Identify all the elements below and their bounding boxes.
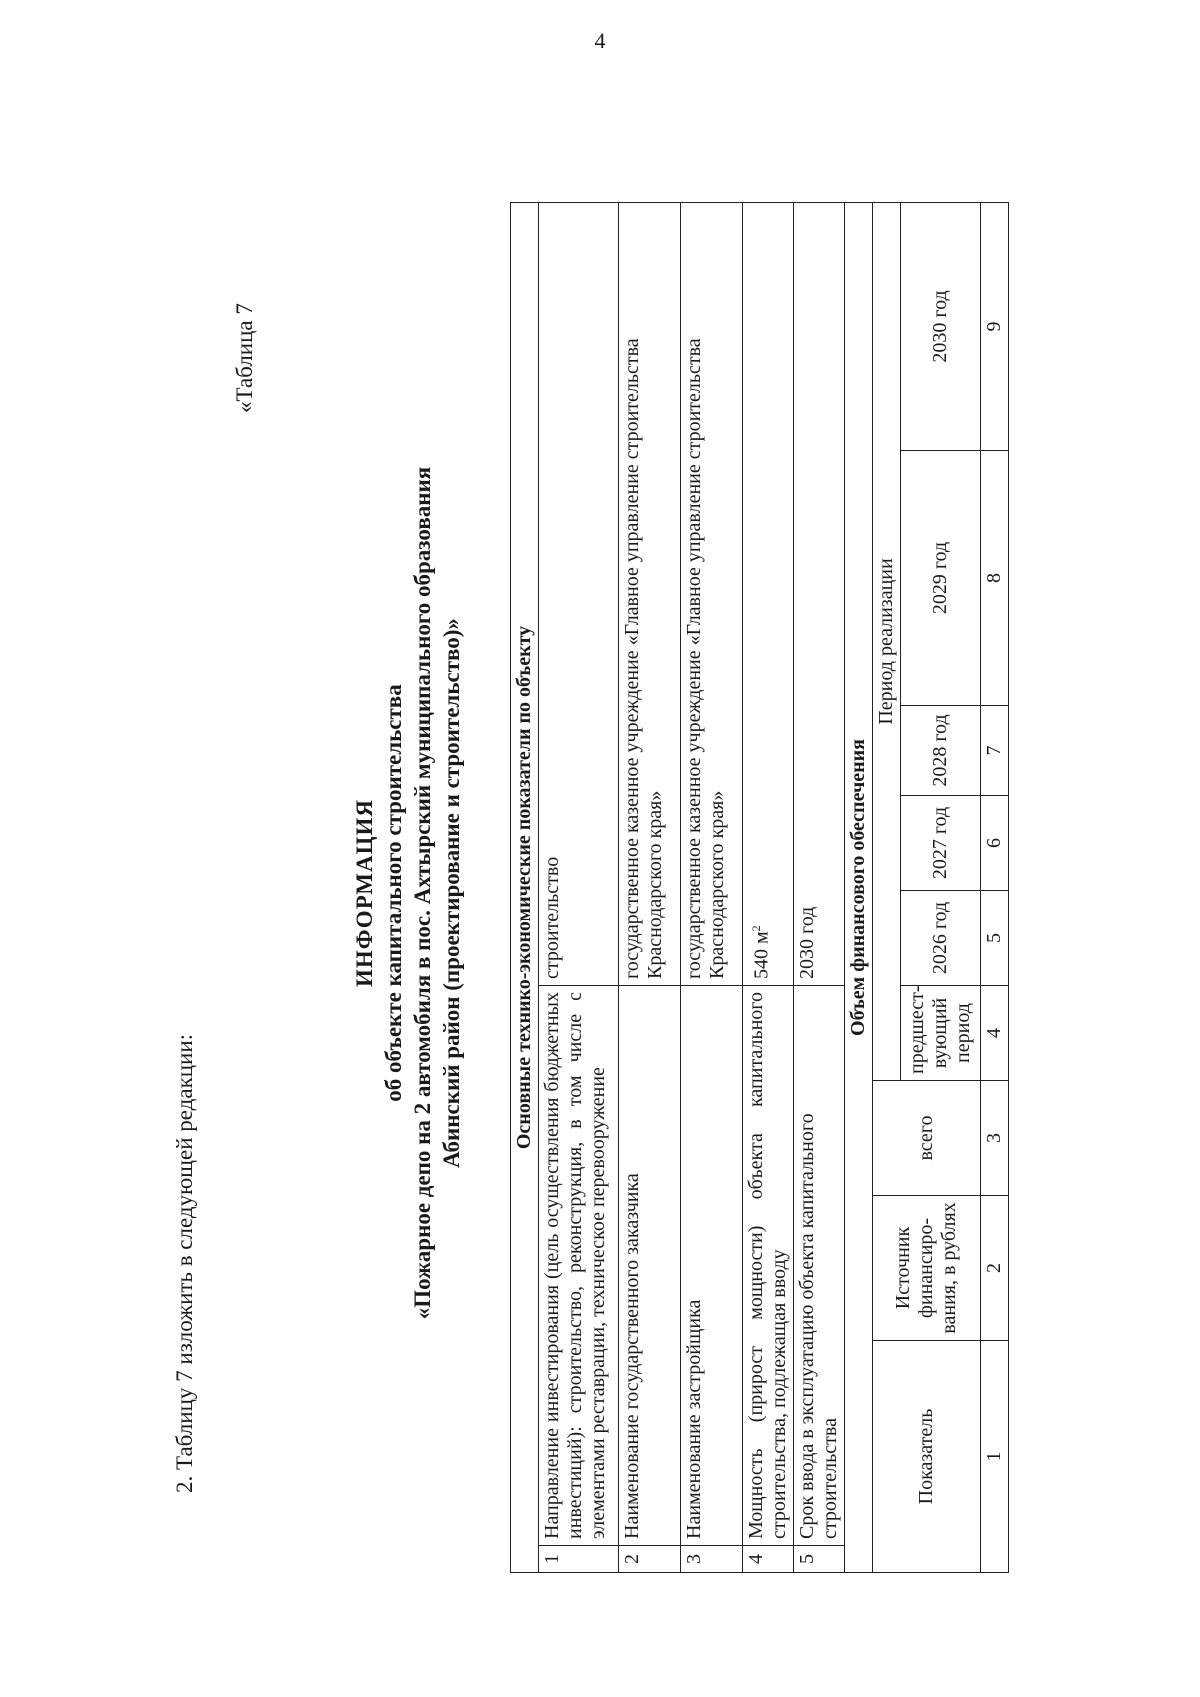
header-previous-period: предшест-вующий период xyxy=(901,986,981,1081)
table-row xyxy=(743,202,794,1572)
row-number: 2 xyxy=(619,1546,681,1573)
header-year-2029: 2029 год xyxy=(901,451,981,706)
table-row xyxy=(539,202,619,1572)
table-caption: «Таблица 7 xyxy=(232,303,257,413)
column-number: 8 xyxy=(981,451,1009,706)
table-row xyxy=(681,202,743,1572)
heading-title: ИНФОРМАЦИЯ xyxy=(352,798,377,988)
header-year-2028: 2028 год xyxy=(901,706,981,796)
row-label: Наименование государственного заказчика xyxy=(619,986,681,1546)
row-label: Срок ввода в эксплуатацию объекта капитального строительства xyxy=(794,986,845,1546)
row-value: 2030 год xyxy=(794,202,845,985)
column-number: 6 xyxy=(981,796,1009,891)
row-number: 5 xyxy=(794,1546,845,1573)
table-row xyxy=(794,202,845,1572)
header-year-2026: 2026 год xyxy=(901,891,981,986)
column-number: 9 xyxy=(981,202,1009,450)
rotated-document-body xyxy=(75,123,1115,1573)
table-row xyxy=(619,202,681,1572)
column-number: 4 xyxy=(981,986,1009,1081)
column-number: 2 xyxy=(981,1196,1009,1341)
column-number: 1 xyxy=(981,1341,1009,1573)
info-table xyxy=(510,202,1009,1573)
column-number: 7 xyxy=(981,706,1009,796)
row-value: государственное казенное учреждение «Главное управление строительства Краснодарского края» xyxy=(681,202,743,985)
row-label: Мощность (прирост мощности) объекта капитального строительства, подлежащая вводу xyxy=(743,986,794,1546)
row-value-text: 540 м xyxy=(750,931,773,979)
column-number: 5 xyxy=(981,891,1009,986)
row-label: Наименование застройщика xyxy=(681,986,743,1546)
row-value xyxy=(743,202,794,985)
row-number: 3 xyxy=(681,1546,743,1573)
column-number: 3 xyxy=(981,1081,1009,1196)
heading-object-name: «Пожарное депо на 2 автомобиля в пос. Ахтырский муниципального образования xyxy=(410,466,435,1320)
header-source: Источник финансиро-вания, в рублях xyxy=(873,1196,981,1341)
page-number: 4 xyxy=(594,28,606,53)
document-heading xyxy=(350,393,466,1393)
section2-title: Объем финансового обеспечения xyxy=(845,202,873,1572)
info-table-wrapper xyxy=(510,203,1009,1573)
header-period: Период реализации xyxy=(873,202,901,1080)
header-year-2027: 2027 год xyxy=(901,796,981,891)
finance-header-row xyxy=(873,202,901,1572)
row-number: 4 xyxy=(743,1546,794,1573)
intro-text: 2. Таблицу 7 изложить в следующей редакции: xyxy=(172,1033,197,1493)
section1-title-row xyxy=(511,202,539,1572)
row-value: государственное казенное учреждение «Главное управление строительства Краснодарского края» xyxy=(619,202,681,985)
row-label: Направление инвестирования (цель осуществления бюджетных инвестиций): строительство, реконструкция, в том числе с элементами реставрации, техническое перевооружение xyxy=(539,986,619,1546)
header-total: всего xyxy=(873,1081,981,1196)
heading-object-name-cont: Абинский район (проектирование и строительство)» xyxy=(439,618,464,1168)
heading-subtitle: об объекте капитального строительства xyxy=(381,684,406,1102)
section2-title-row xyxy=(845,202,873,1572)
row-value: строительство xyxy=(539,202,619,985)
row-value-superscript: 2 xyxy=(749,925,763,932)
header-year-2030: 2030 год xyxy=(901,202,981,450)
section1-title: Основные технико-экономические показатели по объекту xyxy=(511,202,539,1572)
header-indicator: Показатель xyxy=(873,1341,981,1573)
column-numbers-row xyxy=(981,202,1009,1572)
row-number: 1 xyxy=(539,1546,619,1573)
